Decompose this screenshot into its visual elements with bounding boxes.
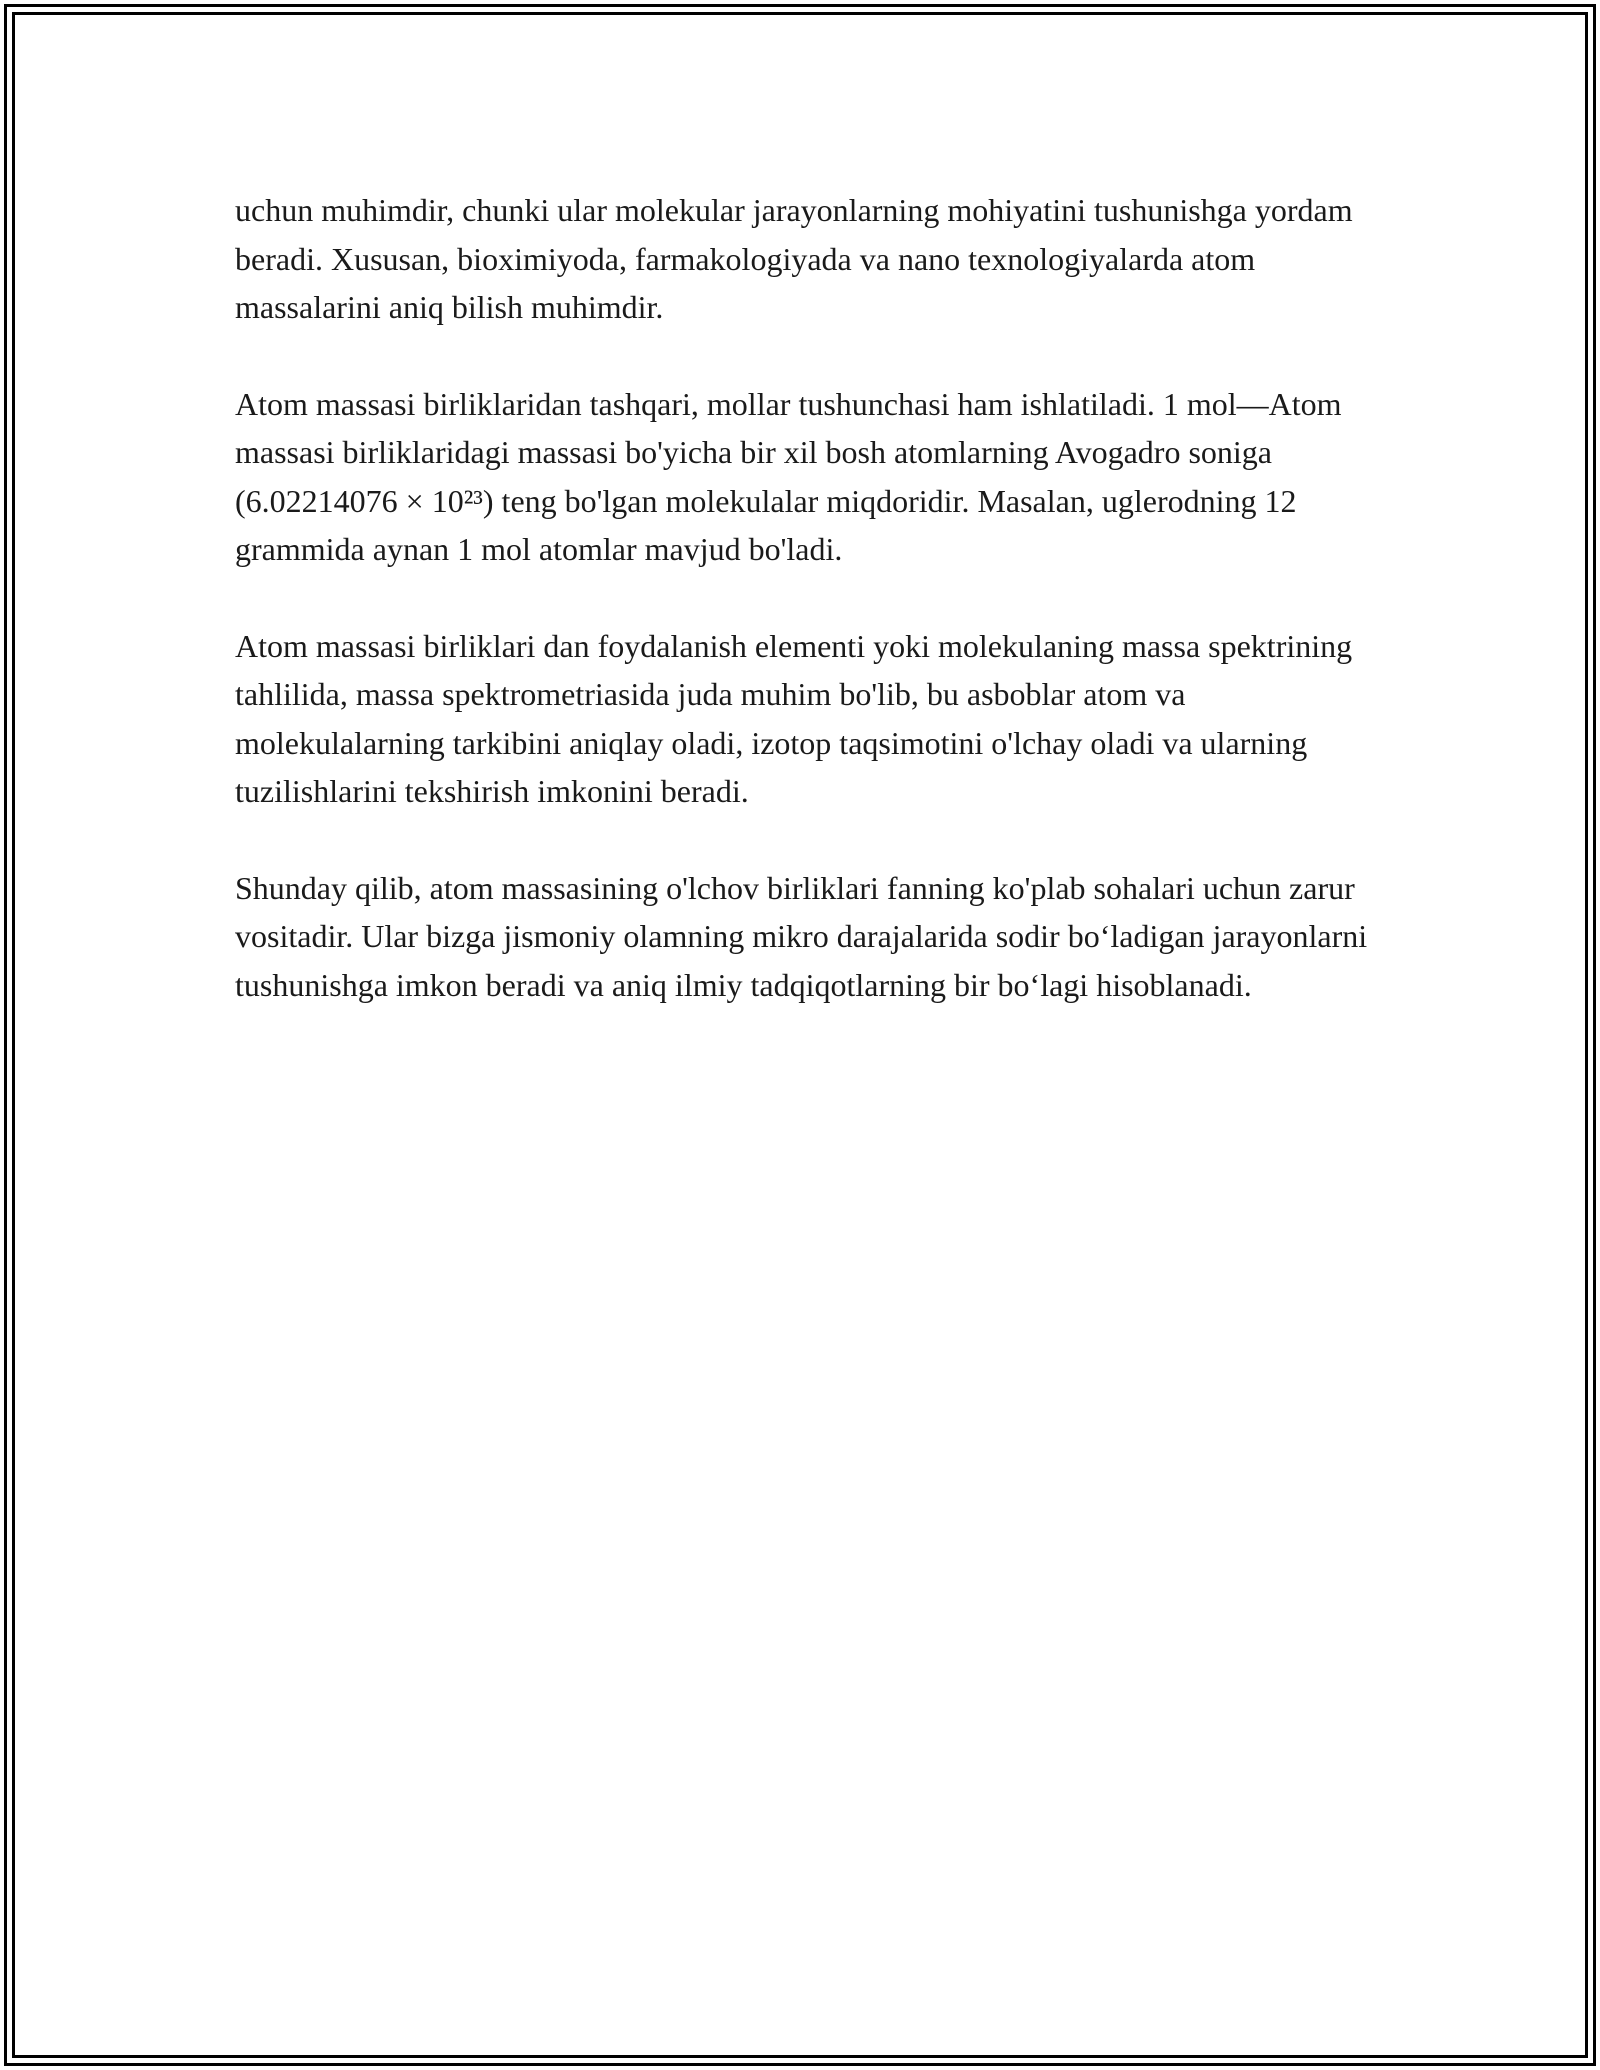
paragraph-4: Shunday qilib, atom massasining o'lchov birliklari fanning ko'plab sohalari uchun zarur vositadir. Ular bizga jismoniy olamning mikro darajalarida sodir bo‘ladigan jarayonlarni tushunishga imkon beradi va aniq ilmiy tadqiqotlarning bir bo‘lagi hisoblanadi. <box>235 869 1368 1003</box>
paragraph-1: uchun muhimdir, chunki ular molekular jarayonlarning mohiyatini tushunishga yordam beradi. Xususan, bioximiyoda, farmakologiyada va nano texnologiyalarda atom massalarini aniq bilish muhimdir. <box>235 192 1353 325</box>
paragraph-2: Atom massasi birliklaridan tashqari, mollar tushunchasi ham ishlatiladi. 1 mol—Atom massasi birliklaridagi massasi bo'yicha bir xil bosh atomlarning Avogadro soniga (6.02214076 × 10²³) teng bo'lgan molekulalar miqdoridir. Masalan, uglerodning 12 grammida aynan 1 mol atomlar mavjud bo'ladi. <box>235 385 1342 567</box>
paragraph-3: Atom massasi birliklari dan foydalanish elementi yoki molekulaning massa spektrining tahlilida, massa spektrometriasida juda muhim bo'lib, bu asboblar atom va molekulalarning tarkibini aniqlay oladi, izotop taqsimotini o'lchay oladi va ularning tuzilishlarini tekshirish imkonini beradi. <box>235 627 1353 809</box>
document-body <box>235 186 1385 1057</box>
